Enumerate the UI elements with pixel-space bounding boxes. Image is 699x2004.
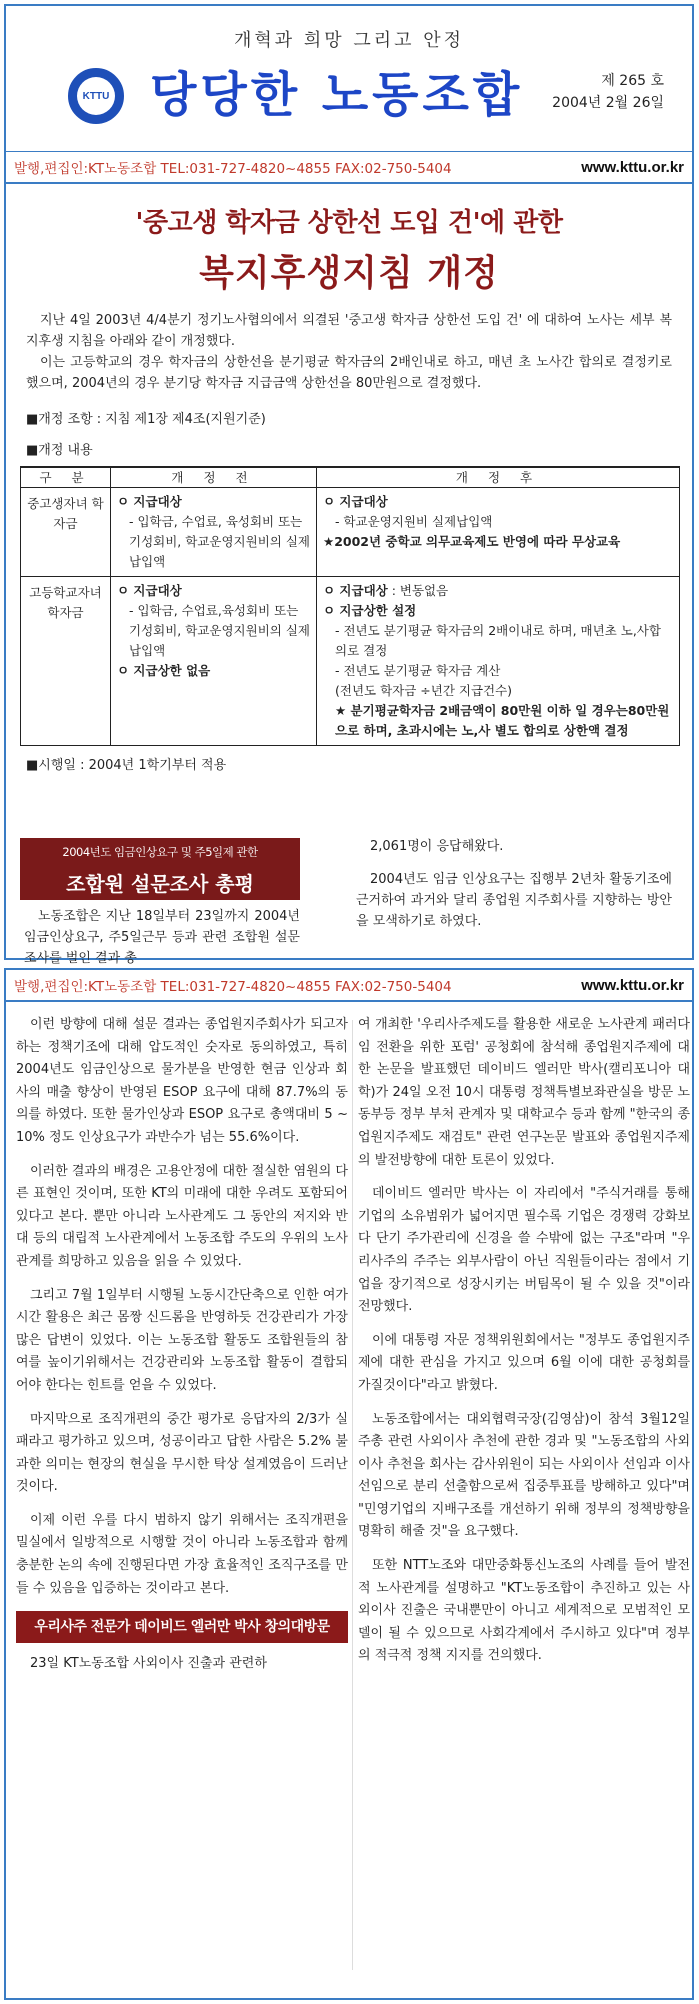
headline-sub: '중고생 학자금 상한선 도입 건'에 관한 xyxy=(135,208,563,238)
after-title: ㅇ 지급대상 xyxy=(323,582,388,598)
publisher-infobar xyxy=(6,970,692,1002)
after-note: ★2002년 중학교 의무교육제도 반영에 따라 무상교육 xyxy=(323,533,621,549)
survey-right-text-2: 2004년도 임금 인상요구는 집행부 2년차 활동기조에 근거하여 과거와 달리 종업원 지주회사를 지향하는 방안을 모색하기로 하였다. xyxy=(356,872,672,929)
after-line: - 전년도 분기평균 학자금 계산 xyxy=(335,662,501,678)
after-line: - 전년도 분기평균 학자금의 2배이내로 하며, 매년초 노,사합의로 결정 xyxy=(335,622,661,658)
survey-right-column xyxy=(356,836,672,932)
policy-change-table xyxy=(20,466,680,746)
article-reference: ■개정 조항 : 지침 제1장 제4조(지원기준) xyxy=(26,412,266,427)
before-title-2: ㅇ 지급상한 없음 xyxy=(117,662,211,678)
table-before-cell xyxy=(111,487,317,576)
body-paragraph: 이에 대통령 자문 정책위원회에서는 "정부도 종업원지주제에 대한 관심을 가지고 있으며 6월 이에 대한 공청회를 가질것이다"라고 밝혔다. xyxy=(358,1332,690,1393)
effective-date: ■시행일 : 2004년 1학기부터 적용 xyxy=(26,757,227,773)
page2-right-column xyxy=(358,1014,690,1679)
body-paragraph: 이제 이런 우를 다시 범하지 않기 위해서는 조직개편을 밀실에서 일방적으로 시행할 것이 아니라 노동조합과 함께 충분한 논의 속에 진행된다면 가장 효율적인 조직구조를 만들 수 있음을 입증하는 것이라고 본다. xyxy=(16,1512,348,1596)
after-line: (전년도 학자금 ÷년간 지급건수) xyxy=(335,682,513,698)
issue-info xyxy=(552,70,664,114)
newsletter-page-1 xyxy=(4,4,694,966)
table-before-cell xyxy=(111,576,317,745)
after-line: - 학교운영지원비 실제납입액 xyxy=(335,513,493,529)
before-title: ㅇ 지급대상 xyxy=(117,493,182,509)
body-paragraph: 데이비드 엘러만 박사는 이 자리에서 "주식거래를 통해 기업의 소유범위가 넓어지면 필수록 기업은 경쟁력 강화보다 단기 주가관리에 신경을 쓸 수밖에 없는 구조"라며 "우리사주의 주주는 외부사람이 아닌 직원들이라는 점에서 기업을 장기적으로 성장시키는 버팀목이 될 수 있을 것"이라 전망했다. xyxy=(358,1186,690,1315)
ellerman-headline-bar: 우리사주 전문가 데이비드 엘러만 박사 창의대방문 xyxy=(16,1611,348,1643)
after-title-suffix: : 변동없음 xyxy=(387,582,449,598)
table-row xyxy=(21,576,680,745)
after-note: ★ 분기평균학자금 2배금액이 80만원 이하 일 경우는80만원으로 하며, 초과시에는 노,사 별도 합의로 상한액 결정 xyxy=(335,702,670,738)
issue-date: 2004년 2월 26일 xyxy=(552,95,664,111)
body-paragraph: 이러한 결과의 배경은 고용안정에 대한 절실한 염원의 다른 표현인 것이며, 또한 KT의 미래에 대한 우려도 포함되어 있다고 본다. 뿐만 아니라 노사관계도 그 동안의 저지와 반대 등의 대립적 노사관계에서 노동조합 주도의 우위의 노사관계를 희망하고 있음을 읽을 수 있었다. xyxy=(16,1163,348,1269)
kttu-logo-icon xyxy=(68,68,124,124)
body-paragraph: 23일 KT노동조합 사외이사 진출과 관련하 xyxy=(30,1656,267,1672)
table-header: 개 정 후 xyxy=(317,467,680,487)
headline-main: 복지후생지침 개정 xyxy=(199,253,499,294)
page2-left-column xyxy=(16,1014,348,1687)
table-category: 중고생자녀 학자금 xyxy=(21,487,111,576)
column-divider xyxy=(352,1020,353,1970)
table-after-cell xyxy=(317,487,680,576)
table-header-row xyxy=(21,467,680,487)
publisher-infobar xyxy=(6,152,692,184)
before-body: - 입학금, 수업료, 육성회비 또는 기성회비, 학교운영지원비의 실제납입액 xyxy=(129,513,310,569)
logo-inner xyxy=(77,77,115,115)
newsletter-page-2 xyxy=(4,968,694,2000)
body-paragraph: 마지막으로 조직개편의 중간 평가로 응답자의 2/3가 실패라고 평가하고 있으며, 성공이라고 답한 사람은 5.2% 불과한 의미는 현장의 현실을 무시한 탁상 설계였음이 드러난 것이다. xyxy=(16,1411,348,1495)
survey-left-text: 노동조합은 지난 18일부터 23일까지 2004년 임금인상요구, 주5일근무 등과 관련 조합원 설문조사를 벌인 결과 총 xyxy=(24,909,300,966)
body-paragraph: 그리고 7월 1일부터 시행될 노동시간단축으로 인한 여가시간 활용은 최근 몸짱 신드롬을 반영하듯 건강관리가 가장 많은 답변이 있었다. 이는 노동조합 활동도 조합원들의 참여를 높이기위해서는 건강관리와 노동조합 활동이 결합되어야 한다는 힌트를 얻을 수 있었다. xyxy=(16,1287,348,1393)
body-paragraph: 또한 NTT노조와 대만중화통신노조의 사례를 들어 발전적 노사관계를 설명하고 "KT노동조합이 추진하고 있는 사외이사 진출은 국내뿐만이 아니고 세계적으로 모범적인 모델이 될 수 있으므로 사회각계에서 주시하고 있다"며 정부의 적극적 정책 지지를 건의했다. xyxy=(358,1558,690,1664)
body-paragraph: 노동조합에서는 대외협력국장(김영삼)이 참석 3월12일 주총 관련 사외이사 추천에 관한 경과 및 "노동조합의 사외이사 추천을 회사는 감사위원이 되는 사외이사 선임과 이사선임으로 분리 선출함으로써 집중투표를 방해하고 있다"며 "민영기업의 지배구조를 개선하기 위해 정부의 정책방향을 명확히 해줄 것"을 요구했다. xyxy=(358,1411,690,1540)
issue-number: 제 265 호 xyxy=(601,73,664,89)
website-link[interactable]: www.kttu.or.kr xyxy=(581,976,684,994)
after-title-row xyxy=(323,581,673,601)
body-paragraph: 여 개최한 '우리사주제도를 활용한 새로운 노사관계 패러다임 전환을 위한 포럼' 공청회에 참석해 종업원지주제에 대한 논문을 발표했던 데이비드 엘러만 박사(캘리포니아 대학)가 24일 오전 10시 대통령 정책특별보좌관실을 방문 노동부등 정부 부처 관계자 및 대학교수 등과 함께 "한국의 종업원지주제도 재검토" 관련 연구논문 발표와 종업원지주제의 발전방향에 대한 토론이 있었다. xyxy=(358,1017,691,1168)
publisher-contact: 발행,편집인:KT노동조합 TEL:031-727-4820~4855 FAX:02-750-5404 xyxy=(14,161,452,177)
table-category: 고등학교자녀 학자금 xyxy=(21,576,111,745)
survey-box-subtitle: 2004년도 임금인상요구 및 주5일제 관한 xyxy=(62,845,258,859)
table-header: 구 분 xyxy=(21,467,111,487)
article-paragraph-1: 지난 4일 2003년 4/4분기 정기노사협의에서 의결된 '중고생 학자금 상한선 도입 건' 에 대하여 노사는 세부 복지후생 지침을 아래와 같이 개정했다. xyxy=(26,313,672,349)
newspaper-title: 당당한 노동조합 xyxy=(150,67,524,123)
masthead xyxy=(6,6,692,152)
body-paragraph: 이런 방향에 대해 설문 결과는 종업원지주회사가 되고자 하는 정책기조에 대해 압도적인 숫자로 동의하였고, 특히 2004년도 임금인상으로 물가분을 반영한 현금 인상과 회사의 매출 향상이 반영된 ESOP 요구에 대해 87.7%의 동의를 하였다. 또한 물가인상과 ESOP 요구로 총액대비 5 ~ 10% 정도 인상요구가 과반수가 넘는 55.6%이다. xyxy=(16,1017,348,1145)
before-title: ㅇ 지급대상 xyxy=(117,582,182,598)
survey-right-text-1: 2,061명이 응답해왔다. xyxy=(370,839,504,854)
logo-text: KTTU xyxy=(82,90,110,102)
article-paragraph-2: 이는 고등학교의 경우 학자금의 상한선을 분기평균 학자금의 2배인내로 하고, 매년 초 노사간 합의로 결정키로 했으며, 2004년의 경우 분기당 학자금 지급금액 상한선을 80만원으로 결정했다. xyxy=(26,355,672,391)
website-link[interactable]: www.kttu.or.kr xyxy=(581,158,684,176)
before-body: - 입학금, 수업료,육성회비 또는 기성회비, 학교운영지원비의 실제납입액 xyxy=(129,602,310,658)
table-after-cell xyxy=(317,576,680,745)
table-row xyxy=(21,487,680,576)
slogan: 개혁과 희망 그리고 안정 xyxy=(233,30,465,51)
after-title: ㅇ 지급대상 xyxy=(323,493,388,509)
table-header: 개 정 전 xyxy=(111,467,317,487)
survey-headline-box xyxy=(20,838,300,900)
publisher-contact: 발행,편집인:KT노동조합 TEL:031-727-4820~4855 FAX:02-750-5404 xyxy=(14,979,452,995)
survey-box-title: 조합원 설문조사 총평 xyxy=(66,872,254,896)
after-title-2: ㅇ 지급상한 설정 xyxy=(323,602,417,618)
content-label: ■개정 내용 xyxy=(26,443,93,458)
